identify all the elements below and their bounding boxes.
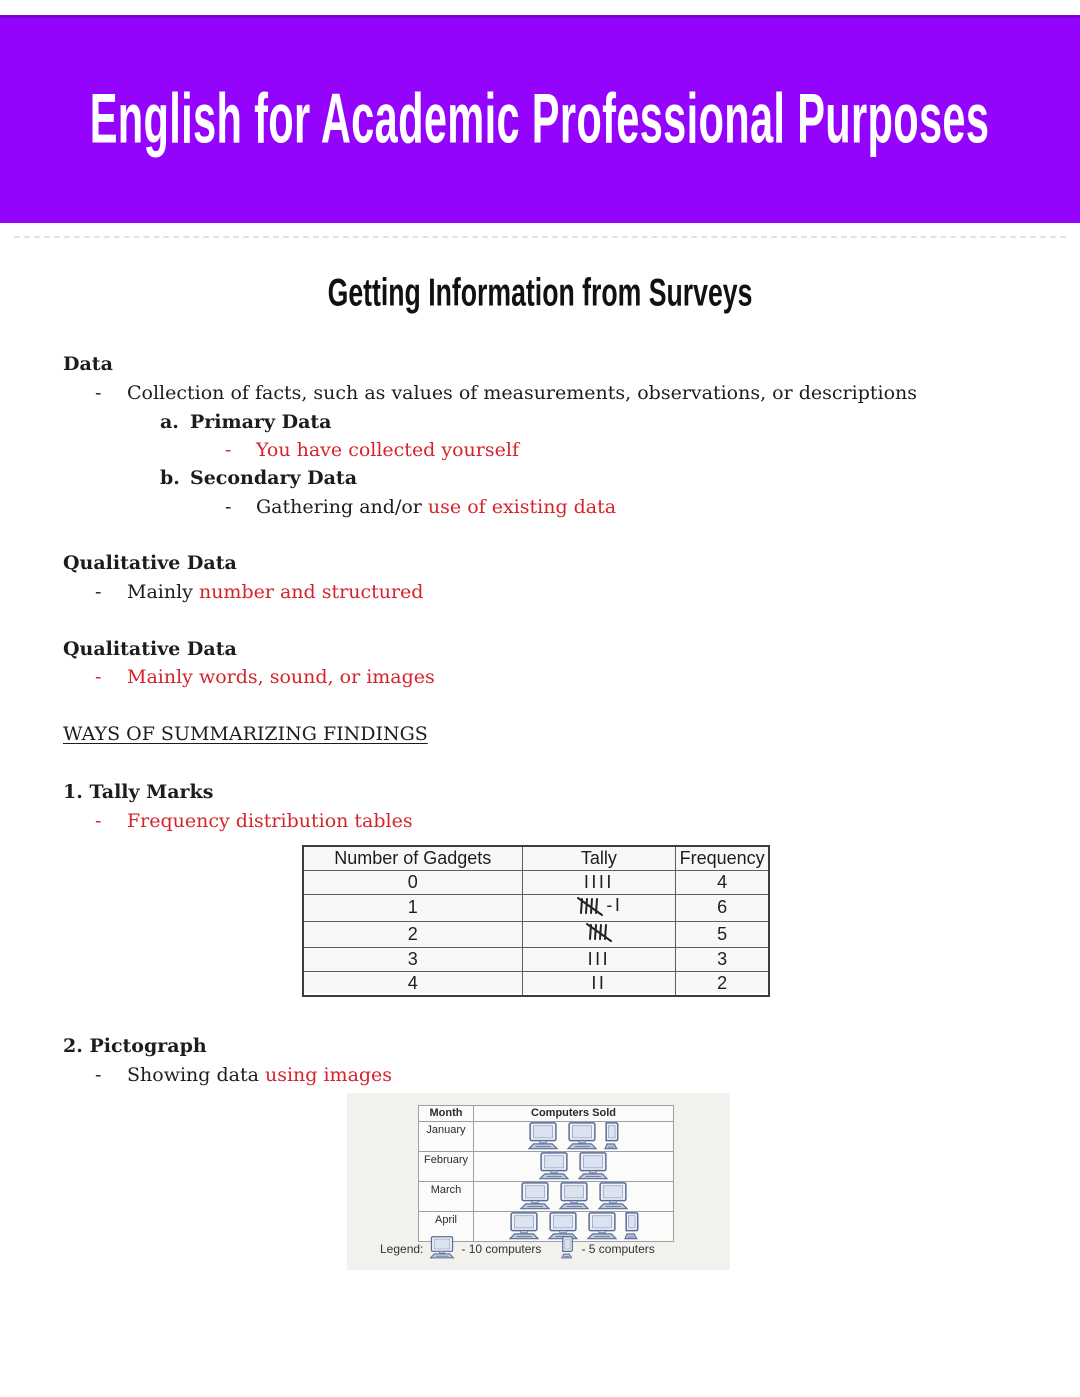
- computer-icon: [576, 1152, 610, 1180]
- table-row: [303, 947, 769, 971]
- heading-qualitative-data-2: Qualitative Data: [63, 638, 237, 660]
- computer-icon: [596, 1182, 630, 1210]
- heading-tally-marks: 1. Tally Marks: [63, 781, 214, 803]
- cell-frequency: 5: [676, 921, 769, 947]
- bullet-data-definition: - Collection of facts, such as values of measurements, observations, or descriptions: [95, 382, 918, 404]
- cell-gadgets: 0: [303, 871, 522, 895]
- bullet-qualitative-2: - Mainly words, sound, or images: [95, 666, 435, 688]
- cell-tally: [522, 947, 676, 971]
- cell-gadgets: 3: [303, 947, 522, 971]
- month-label: March: [419, 1182, 474, 1211]
- heading-data: Data: [63, 353, 113, 375]
- legend-full-text: - 10 computers: [461, 1242, 542, 1256]
- bullet-dash: -: [225, 496, 232, 518]
- pictograph-row: [419, 1182, 673, 1212]
- computer-icon: [565, 1122, 599, 1150]
- banner-title: English for Academic Professional Purposes: [90, 79, 990, 159]
- tally-ones: -I: [606, 895, 623, 915]
- cell-tally: [522, 871, 676, 895]
- cell-gadgets: 2: [303, 921, 522, 947]
- cell-gadgets: 4: [303, 971, 522, 996]
- column-header-month: Month: [419, 1106, 474, 1121]
- pictograph-row: [419, 1152, 673, 1182]
- legend-half-text: - 5 computers: [581, 1242, 655, 1256]
- bullet-secondary-data: - Gathering and/or use of existing data: [225, 496, 617, 518]
- tally-ones: IIII: [583, 872, 614, 892]
- table-row: [303, 971, 769, 996]
- computer-icon: [537, 1152, 571, 1180]
- computers-sold-icons: [474, 1122, 673, 1151]
- cell-tally: [522, 971, 676, 996]
- cell-frequency: 3: [676, 947, 769, 971]
- bullet-dash: -: [95, 810, 102, 832]
- cell-gadgets: 1: [303, 895, 522, 922]
- item-primary-data: a. Primary Data: [160, 411, 332, 433]
- bullet-dash: -: [225, 439, 232, 461]
- computers-sold-icons: [474, 1152, 673, 1181]
- pictograph-legend: [380, 1236, 655, 1259]
- computer-icon: [557, 1182, 591, 1210]
- column-header-computers-sold: Computers Sold: [531, 1107, 616, 1119]
- cell-frequency: 2: [676, 971, 769, 996]
- cell-tally: [522, 921, 676, 947]
- month-label: January: [419, 1122, 474, 1151]
- cell-frequency: 4: [676, 871, 769, 895]
- column-header: Number of Gadgets: [303, 846, 522, 871]
- table-header-row: [303, 846, 769, 871]
- bullet-dash: -: [95, 1064, 102, 1086]
- computer-icon: [518, 1182, 552, 1210]
- bullet-tally-marks: - Frequency distribution tables: [95, 810, 413, 832]
- month-label: April: [419, 1212, 474, 1241]
- computers-sold-icons: [474, 1182, 673, 1211]
- computer-icon: [429, 1236, 455, 1259]
- half-computer-icon: [604, 1122, 621, 1150]
- item-label: b.: [160, 467, 180, 489]
- item-label: a.: [160, 411, 179, 433]
- table-row: [303, 921, 769, 947]
- bullet-pictograph: - Showing data using images: [95, 1064, 393, 1086]
- column-header: Frequency: [676, 846, 769, 871]
- computer-icon: [526, 1122, 560, 1150]
- cell-frequency: 6: [676, 895, 769, 922]
- bullet-dash: -: [95, 666, 102, 688]
- half-computer-icon: [561, 1236, 575, 1259]
- table-row: [303, 895, 769, 922]
- bullet-dash: -: [95, 382, 102, 404]
- tally-ones: III: [587, 948, 611, 969]
- item-secondary-data: b. Secondary Data: [160, 467, 358, 489]
- month-label: February: [419, 1152, 474, 1181]
- header-banner: [0, 15, 1080, 223]
- tally-five-icon: [575, 896, 605, 916]
- tally-five-icon: [584, 922, 614, 942]
- page-title: Getting Information from Surveys: [327, 270, 753, 314]
- tally-ones: II: [591, 972, 607, 993]
- bullet-qualitative-1: - Mainly number and structured: [95, 581, 424, 603]
- heading-pictograph: 2. Pictograph: [63, 1035, 207, 1057]
- heading-qualitative-data-1: Qualitative Data: [63, 552, 237, 574]
- cell-tally: [522, 895, 676, 922]
- pictograph-row: [419, 1122, 673, 1152]
- column-header: Tally: [522, 846, 676, 871]
- pictograph-table: [418, 1105, 674, 1242]
- bullet-dash: -: [95, 581, 102, 603]
- legend-label: Legend:: [380, 1242, 424, 1256]
- pictograph-header-row: [419, 1106, 673, 1122]
- table-row: [303, 871, 769, 895]
- pictograph-image: [347, 1093, 730, 1270]
- banner-edge-artifact: [14, 236, 1066, 238]
- tally-frequency-table: [302, 845, 770, 993]
- bullet-primary-data: - You have collected yourself: [225, 439, 519, 461]
- heading-ways-of-summarizing: WAYS OF SUMMARIZING FINDINGS: [63, 723, 428, 745]
